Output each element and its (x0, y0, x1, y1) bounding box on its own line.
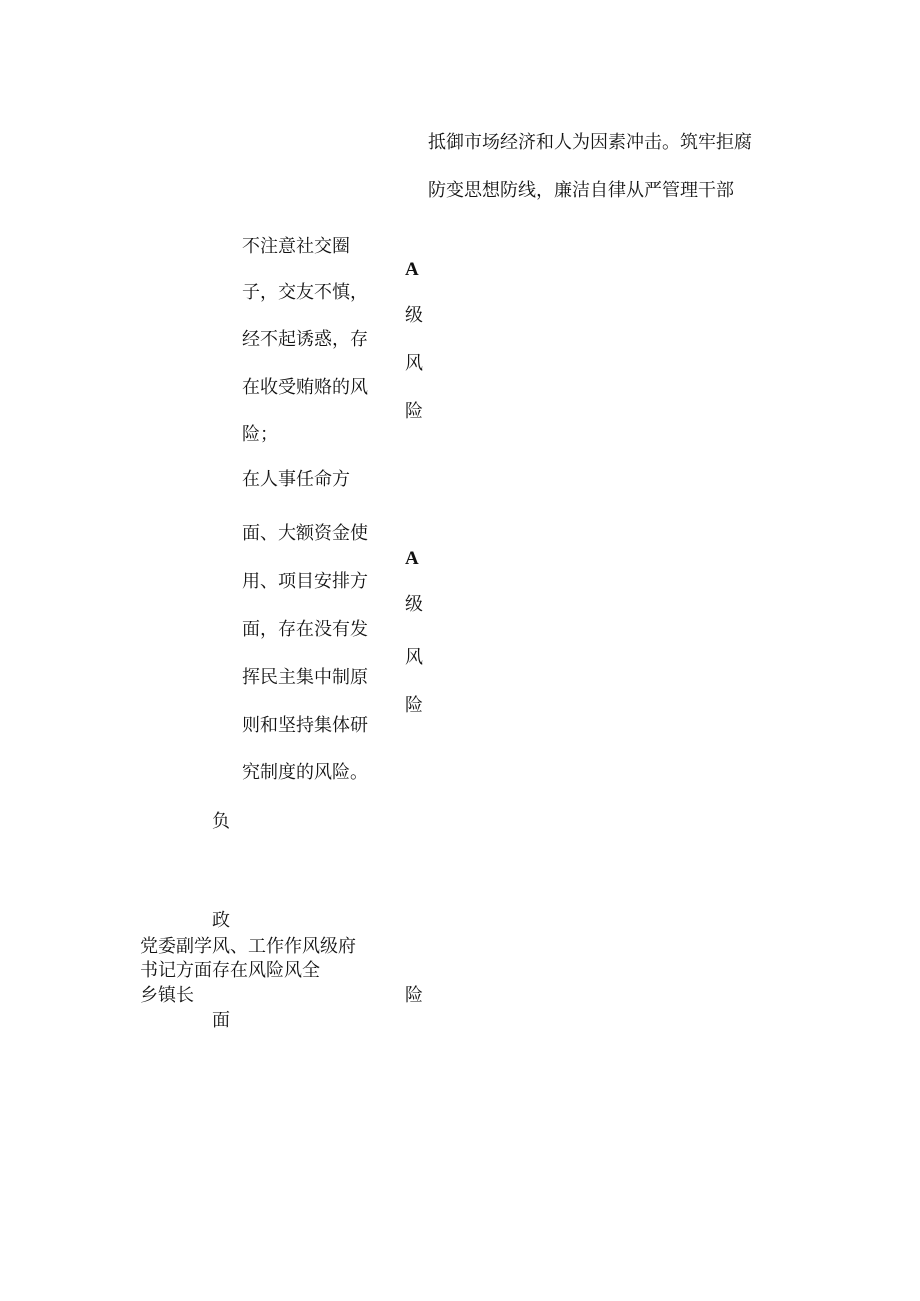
bottom-row-1: 党委副学风、工作作风级府 (140, 936, 356, 957)
risk-2-level-char-3: 风 (405, 647, 423, 668)
risk-2-line-6: 则和坚持集体研 (242, 715, 368, 736)
risk-1-line-2: 子，交友不慎， (242, 282, 368, 303)
risk-1-level-char-3: 风 (405, 353, 423, 374)
risk-1-line-5: 险； (242, 424, 278, 445)
paragraph-line-2: 防变思想防线，廉洁自律从严管理干部 (428, 180, 734, 201)
risk-2-level-char-4: 险 (405, 695, 423, 716)
bottom-col-char-1: 负 (212, 811, 230, 832)
risk-1-line-1: 不注意社交圈 (242, 236, 350, 257)
risk-1-level-char-4: 险 (405, 401, 423, 422)
risk-1-level-letter: A (405, 259, 419, 280)
risk-2-line-4: 面，存在没有发 (242, 619, 368, 640)
risk-1-line-4: 在收受贿赂的风 (242, 377, 368, 398)
risk-2-level-char-2: 级 (405, 594, 423, 615)
risk-2-line-7: 究制度的风险。 (242, 762, 368, 783)
bottom-col-char-3: 面 (212, 1010, 230, 1031)
bottom-col-char-2: 政 (212, 910, 230, 931)
bottom-row-3: 乡镇长 (140, 985, 194, 1006)
bottom-level-char: 险 (405, 985, 423, 1006)
paragraph-line-1: 抵御市场经济和人为因素冲击。筑牢拒腐 (428, 132, 752, 153)
risk-2-level-letter: A (405, 548, 419, 569)
risk-1-line-3: 经不起诱惑，存 (242, 329, 368, 350)
bottom-row-2: 书记方面存在风险风全 (140, 960, 320, 981)
risk-2-line-1: 在人事任命方 (242, 469, 350, 490)
risk-1-level-char-2: 级 (405, 305, 423, 326)
risk-2-line-5: 挥民主集中制原 (242, 667, 368, 688)
risk-2-line-3: 用、项目安排方 (242, 571, 368, 592)
risk-2-line-2: 面、大额资金使 (242, 523, 368, 544)
